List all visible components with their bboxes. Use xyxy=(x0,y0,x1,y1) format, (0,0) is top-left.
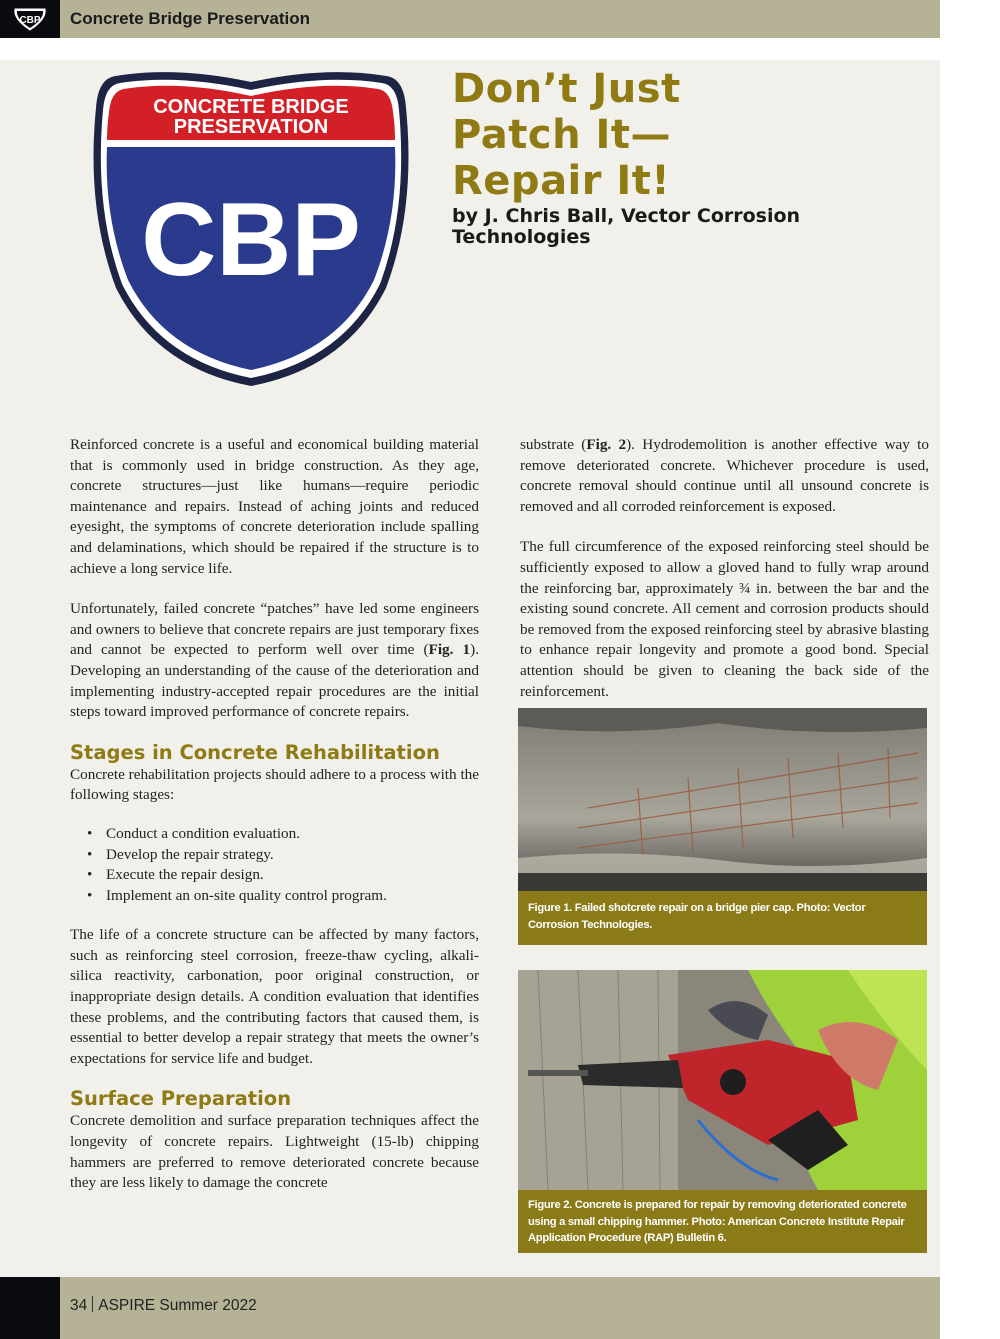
logo-text-cbp: CBP xyxy=(141,182,361,298)
figure-caption: Figure 1. Failed shotcrete repair on a bridge pier cap. Photo: Vector Corrosion Technologies. xyxy=(518,891,927,945)
section-heading: Stages in Concrete Rehabilitation xyxy=(70,740,440,764)
footer-dark-block xyxy=(0,1277,60,1339)
header-badge xyxy=(0,0,60,38)
title-line: Don’t Just xyxy=(452,66,681,112)
logo-text-top: CONCRETE BRIDGE PRESERVATION xyxy=(153,96,349,138)
figure-1 xyxy=(518,708,927,945)
stages-list xyxy=(87,824,479,906)
cbp-shield-logo xyxy=(86,68,416,393)
section-title: Concrete Bridge Preservation xyxy=(70,9,310,28)
paragraph: The full circumference of the exposed reinforcing steel should be sufficiently exposed to allow a gloved hand to fully wrap around the reinforcing bar, approximately ¾ in. between the bar and the existing sound concrete. All cement and corrosion products should be removed from the exposed reinforcing steel by abrasive blasting to enhance repair longevity and promote a good bond. Special attention should be given to cleaning the back side of the reinforcement. xyxy=(520,538,929,700)
paragraph: Unfortunately, failed concrete “patches” have led some engineers and owners to believe that concrete repairs are just temporary fixes and cannot be expected to perform well over time (Fig. 1). Developing an understanding of the cause of the deterioration and implementing industry-accepted repair procedures are the initial steps toward improved performance of concrete repairs. xyxy=(70,600,480,721)
figure-1-photo xyxy=(518,708,927,891)
article-title xyxy=(452,66,922,204)
header-badge-text: CBP xyxy=(19,15,41,26)
footer-separator xyxy=(92,1296,93,1312)
figure-2 xyxy=(518,970,927,1253)
header-band xyxy=(60,0,940,38)
title-line: Patch It— xyxy=(452,112,671,158)
paragraph: The life of a concrete structure can be affected by many factors, such as reinforcing steel corrosion, freeze-thaw cycling, alkali-silica reactivity, carbonation, poor original construction, or inappropriate design details. A condition evaluation that identifies these problems, and the contributing factors that caused them, is essential to better develop a repair strategy that meets the owner’s expectations for service life and budget. xyxy=(70,926,479,1067)
section-heading: Surface Preparation xyxy=(70,1087,292,1111)
cbp-mini-shield-icon xyxy=(12,7,48,31)
list-item: • Execute the repair design. xyxy=(87,865,479,886)
figure-ref: Fig. 1 xyxy=(428,641,471,659)
footer-band xyxy=(60,1277,940,1339)
byline: by J. Chris Ball, Vector Corrosion Technologies xyxy=(452,205,801,248)
figure-2-photo xyxy=(518,970,927,1190)
paragraph: Concrete rehabilitation projects should adhere to a process with the following stages: xyxy=(70,765,479,804)
list-item: • Conduct a condition evaluation. xyxy=(87,824,479,845)
page-number: 34 xyxy=(70,1297,88,1314)
title-line: Repair It! xyxy=(452,158,671,204)
figure-caption: Figure 2. Concrete is prepared for repair by removing deteriorated concrete using a small chipping hammer. Photo: American Concrete Institute Repair Application Procedure (RAP) Bulletin 6. xyxy=(518,1190,927,1253)
left-column xyxy=(70,435,479,1194)
paragraph: Reinforced concrete is a useful and economical building material that is commonly used in bridge construction. As they age, concrete structures—just like humans—require periodic maintenance and repairs. Instead of aching joints and reduced eyesight, the symptoms of concrete deterioration include spalling and delaminations, which should be repaired if the structure is to achieve a long service life. xyxy=(70,436,479,577)
paragraph: substrate (Fig. 2). Hydrodemolition is another effective way to remove deteriorated concrete. Whichever procedure is used, concrete removal should continue until all unsound concrete is removed and all corroded reinforcement is exposed. xyxy=(520,436,929,515)
footer-text xyxy=(70,1296,257,1315)
publication-name: ASPIRE Summer 2022 xyxy=(98,1297,257,1314)
right-column xyxy=(520,435,929,722)
paragraph: Concrete demolition and surface preparation techniques affect the longevity of concrete repairs. Lightweight (15-lb) chipping hammers are preferred to remove deteriorated concrete because they are less likely to damage the concrete xyxy=(70,1112,479,1192)
figure-ref: Fig. 2 xyxy=(586,436,627,453)
list-item: • Implement an on-site quality control program. xyxy=(87,886,479,907)
list-item: • Develop the repair strategy. xyxy=(87,845,479,866)
